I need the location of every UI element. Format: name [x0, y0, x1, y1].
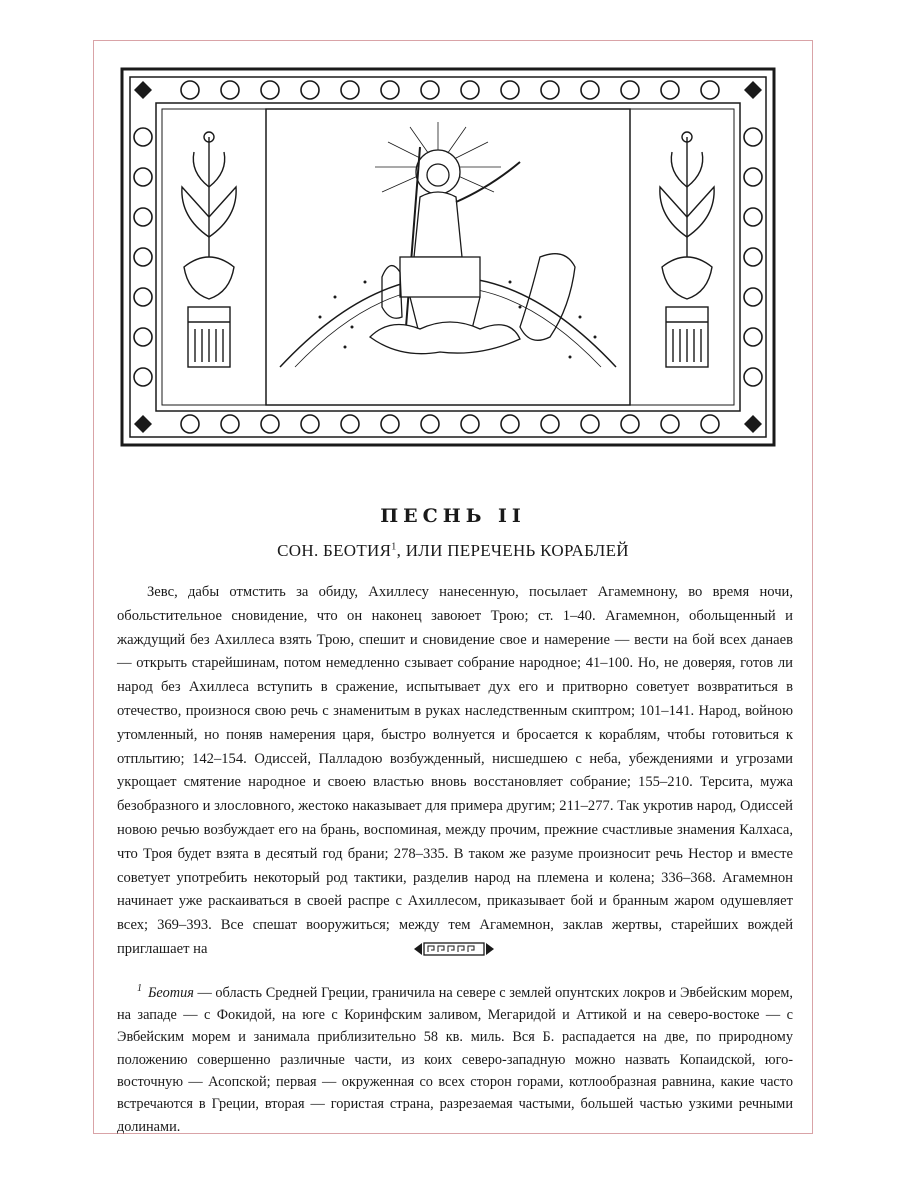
footnote-term: Беотия [148, 984, 194, 1001]
header-engraving [120, 67, 776, 447]
ornamental-separator-icon [412, 940, 496, 958]
chapter-summary-paragraph: Зевс, дабы отмстить за обиду, Ахиллесу нанесенную, посылает Агамемнону, во время ночи, обольстительное сновидение, что он наконец завоюет Трою; ст. 1–40. Агамемнон, обольщенный и жаждущий без Ахиллеса взять Трою, спешит и сновидение свое и намерение — вести на бой всех данаев — открыть старейшинам, потом немедленно сзывает собрание народное; 41–100. Но, не доверяя, готов ли народ без Ахиллеса вступить в сражение, испытывает дух его и притворно советует возвратиться в отечество, произнося свою речь с знаменитым в руках наследственным скиптром; 101–141. Народ, войною утомленный, но поняв намерения царя, быстро волнуется и бросается к кораблям, чтобы готовиться к отплытию; 142–154. Одиссей, Палладою возбужденный, нисшедшею с неба, убеждениями и угрозами укрощает смятение народное и своею властью вновь восстановляет собрание; 155–210. Терсита, мужа безобразного и злословного, жестоко наказывает для примера другим; 211–277. Так укротив народ, Одиссей новою речью возбуждает его на брань, воспоминая, между прочим, прежние счастливые знамения Калхаса, что Троя будет взята в десятый год брани; 278–335. В таком же разуме произносит речь Нестор и вместе советует употребить некоторый род тактики, разделив народ на племена и колена; 336–368. Агамемнон начинает уже раскаиваться в своей распре с Ахиллесом, приказывает бой и бранным жаром одушевляет всех; 369–393. Все спешат вооружиться; между тем Агамемнон, заклав жертвы, старейших вождей приглашает на [117, 584, 793, 957]
footnote-mark: 1 [137, 983, 142, 994]
footnote [117, 978, 793, 1138]
chapter-title: ПЕСНЬ II [380, 505, 526, 527]
subtitle-main: СОН. БЕОТИЯ [277, 541, 392, 560]
subtitle-footnote-mark[interactable]: 1 [391, 541, 397, 553]
right-vase-ornament-icon [660, 132, 714, 367]
footnote-text: — область Средней Греции, граничила на севере с землей опунтских локров и Эвбейским морем, на западе — с Фокидой, на юге с Коринфским заливом, Мегаридой и Аттикой и на северо-востоке — с Эвбейским морем и занимала приблизительно 58 кв. миль. Вся Б. распадается на две, по природному положению совершенно различные части, из коих северо-западную можно назвать Копаидской, юго-восточную — Асопской; первая — окруженная со всех сторон горами, котлообразная равнина, какие часто встречаются в Греции, вторая — гористая страна, разрезаемая частыми, большей частью узкими речными долинами. [117, 984, 793, 1135]
left-vase-ornament-icon [182, 132, 236, 367]
subtitle-rest: , ИЛИ ПЕРЕЧЕНЬ КОРАБЛЕЙ [396, 541, 629, 560]
chapter-subtitle [93, 541, 813, 561]
